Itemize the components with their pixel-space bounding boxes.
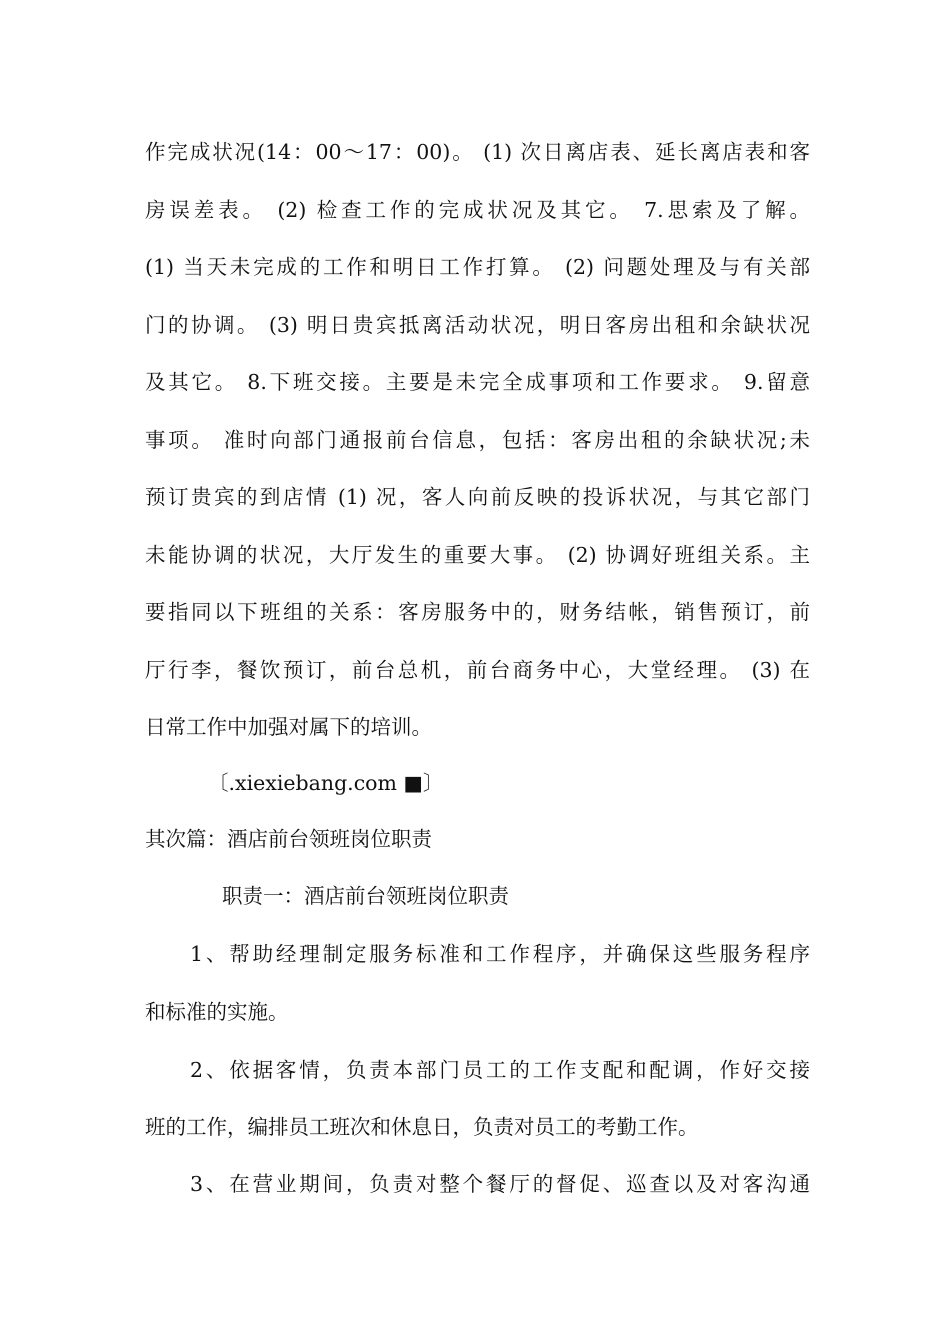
duty-item-2-line-2: 班的工作，编排员工班次和休息日，负责对员工的考勤工作。 — [145, 1115, 699, 1139]
duty-item-3-line-1: 3、在营业期间，负责对整个餐厅的督促、巡查以及对客沟通 — [190, 1172, 810, 1196]
body-line-9: 要指同以下班组的关系：客房服务中的，财务结帐，销售预订，前 — [145, 600, 810, 624]
source-link: 〔.xiexiebang.com ■〕 — [208, 771, 444, 795]
body-line-11: 日常工作中加强对属下的培训。 — [145, 715, 432, 739]
subsection-title: 职责一：酒店前台领班岗位职责 — [222, 884, 509, 908]
section-title: 其次篇：酒店前台领班岗位职责 — [145, 827, 432, 851]
body-line-7: 预订贵宾的到店情 (1) 况，客人向前反映的投诉状况，与其它部门 — [145, 485, 810, 509]
duty-item-1-line-2: 和标准的实施。 — [145, 1000, 289, 1024]
body-line-5: 及其它。 8.下班交接。主要是未完全成事项和工作要求。 9.留意 — [145, 370, 810, 394]
body-line-1: 作完成状况(14：00～17：00)。 (1) 次日离店表、延长离店表和客 — [145, 140, 810, 164]
body-line-2: 房误差表。 (2) 检查工作的完成状况及其它。 7.思索及了解。 — [145, 198, 810, 222]
duty-item-2-line-1: 2、依据客情，负责本部门员工的工作支配和配调，作好交接 — [190, 1058, 810, 1082]
body-line-6: 事项。 准时向部门通报前台信息，包括：客房出租的余缺状况;未 — [145, 428, 810, 452]
duty-item-1-line-1: 1、帮助经理制定服务标准和工作程序，并确保这些服务程序 — [190, 942, 810, 966]
body-line-4: 门的协调。 (3) 明日贵宾抵离活动状况，明日客房出租和余缺状况 — [145, 313, 810, 337]
body-line-3: (1) 当天未完成的工作和明日工作打算。 (2) 问题处理及与有关部 — [145, 255, 810, 279]
body-line-10: 厅行李，餐饮预订，前台总机，前台商务中心，大堂经理。 (3) 在 — [145, 658, 810, 682]
body-line-8: 未能协调的状况，大厅发生的重要大事。 (2) 协调好班组关系。主 — [145, 543, 810, 567]
